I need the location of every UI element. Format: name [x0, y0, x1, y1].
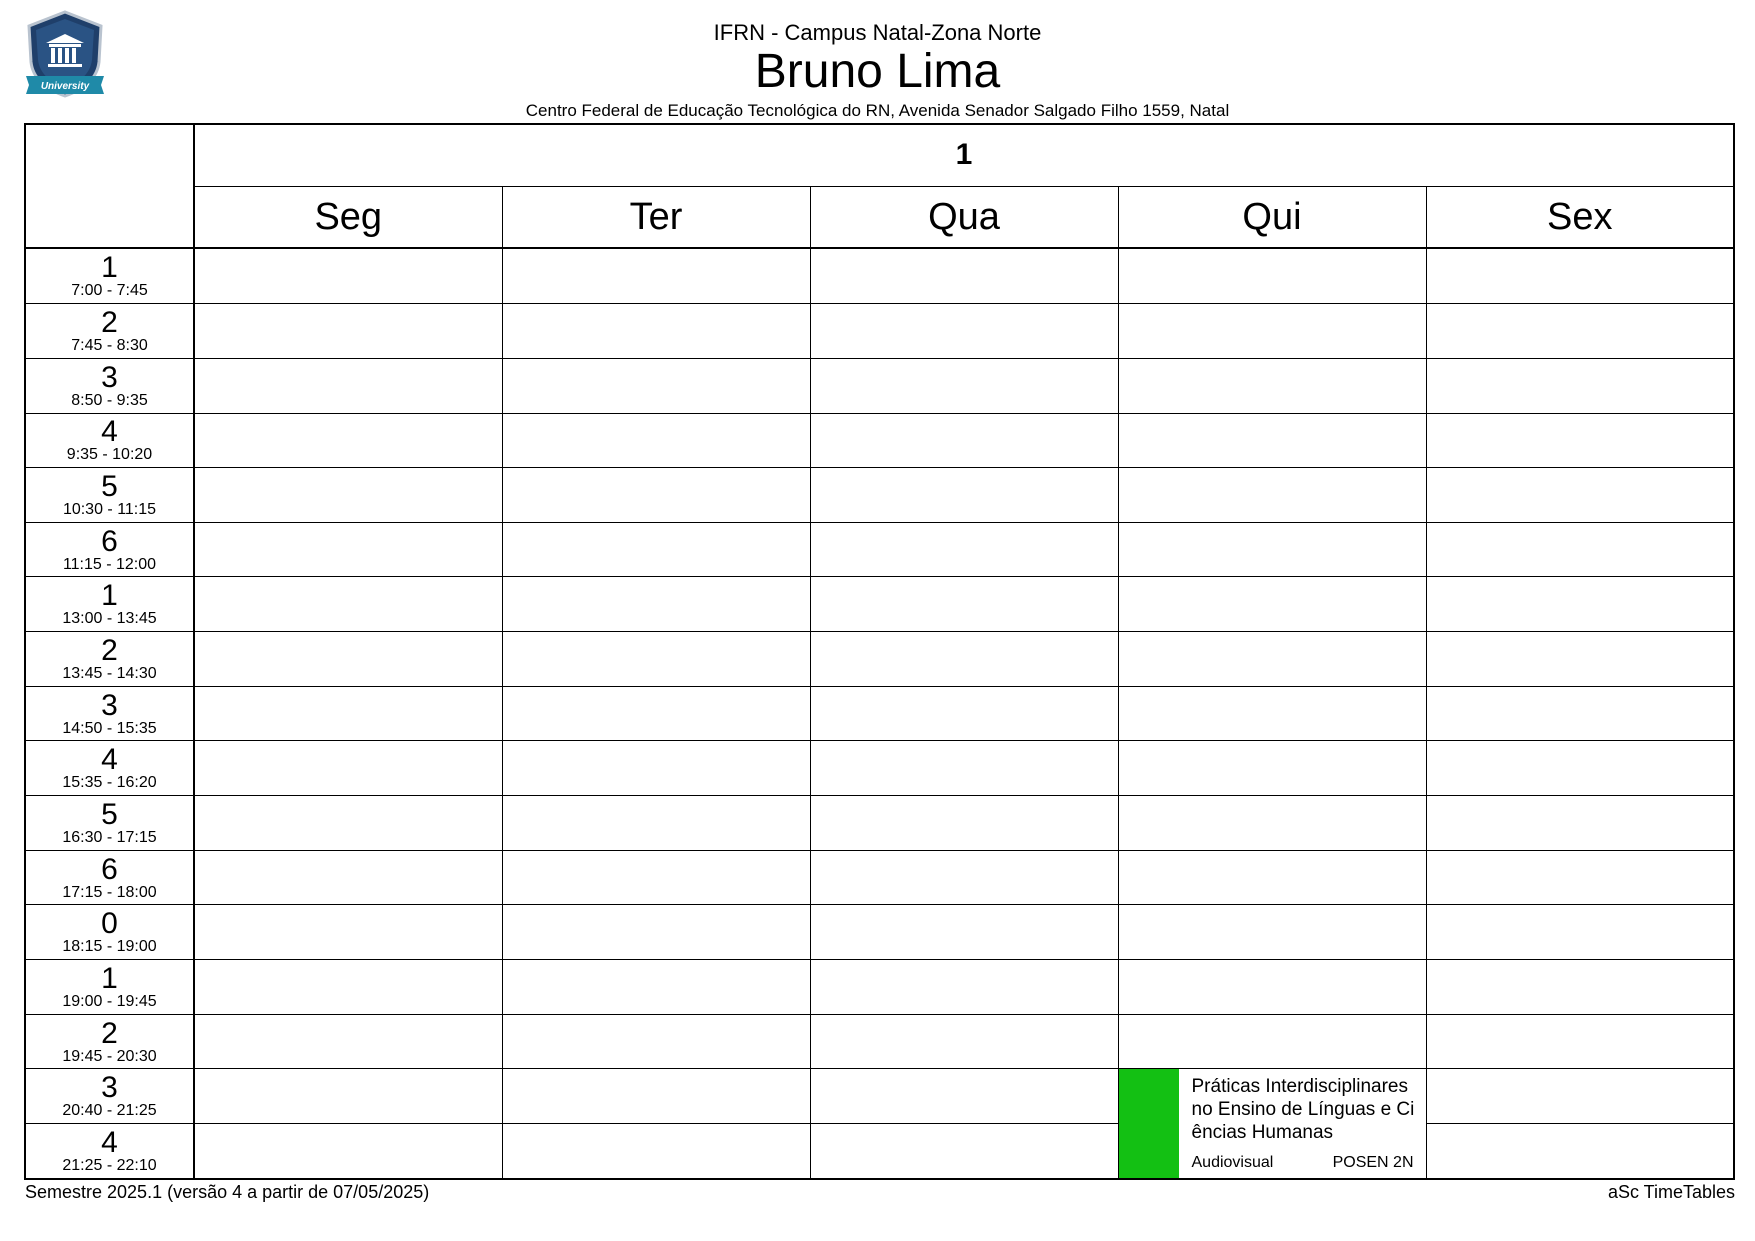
period-number: 1: [101, 251, 118, 285]
timetable-cell: [1426, 850, 1734, 905]
period-cell: [25, 468, 194, 523]
timetable-body: [25, 248, 1734, 1179]
timetable-cell: [1426, 1014, 1734, 1069]
period-number: 6: [101, 852, 118, 886]
period-row: [25, 686, 1734, 741]
timetable-cell: [1426, 358, 1734, 413]
timetable-cell: [1426, 796, 1734, 851]
timetable-cell: [810, 960, 1118, 1015]
timetable-cell: [1426, 577, 1734, 632]
period-row: [25, 1014, 1734, 1069]
period-number: 1: [101, 961, 118, 995]
timetable-cell: [1118, 1014, 1426, 1069]
period-number: 3: [101, 1071, 118, 1105]
period-cell: [25, 960, 194, 1015]
timetable-cell: [1118, 632, 1426, 687]
period-row: [25, 413, 1734, 468]
timetable-cell: [502, 468, 810, 523]
week-label: 1: [194, 124, 1734, 186]
period-row: [25, 741, 1734, 796]
timetable-cell: [810, 577, 1118, 632]
timetable-cell: [502, 905, 810, 960]
timetable-cell: [194, 686, 502, 741]
school-address: Centro Federal de Educação Tecnológica do RN, Avenida Senador Salgado Filho 1559, Natal: [525, 101, 1230, 120]
period-time: 10:30 - 11:15: [62, 501, 157, 518]
period-cell: [25, 686, 194, 741]
timetable-cell: [810, 850, 1118, 905]
period-time: 13:00 - 13:45: [62, 610, 157, 628]
period-number: 1: [101, 579, 118, 613]
timetable-cell: [1426, 1124, 1734, 1179]
timetable-cell: [1426, 741, 1734, 796]
period-row: [25, 1069, 1734, 1124]
teacher-name: Bruno Lima: [754, 45, 1001, 98]
period-row: [25, 468, 1734, 523]
period-number: 3: [101, 688, 118, 722]
period-cell: [25, 850, 194, 905]
timetable-cell: [1118, 741, 1426, 796]
school-name: IFRN - Campus Natal-Zona Norte: [713, 20, 1042, 45]
software-credit: aSc TimeTables: [1607, 1182, 1735, 1202]
timetable-cell: [810, 248, 1118, 303]
timetable-cell: [810, 522, 1118, 577]
period-row: [25, 960, 1734, 1015]
period-number: 4: [101, 1126, 118, 1160]
timetable-cell: [194, 248, 502, 303]
timetable-cell: [502, 248, 810, 303]
timetable-cell: [502, 850, 810, 905]
period-time: 11:15 - 12:00: [62, 555, 157, 573]
period-number: 5: [101, 470, 118, 503]
timetable-cell: [1426, 1069, 1734, 1124]
period-cell: [25, 632, 194, 687]
timetable-cell: [810, 632, 1118, 687]
period-row: [25, 905, 1734, 960]
timetable-cell: [502, 741, 810, 796]
timetable-cell: [1118, 358, 1426, 413]
day-header-seg: Seg: [194, 186, 502, 248]
day-header-qua: Qua: [810, 186, 1118, 248]
period-cell: [25, 905, 194, 960]
timetable-cell: [502, 796, 810, 851]
timetable-cell: [1118, 850, 1426, 905]
timetable-cell: [194, 1069, 502, 1124]
timetable-cell: [810, 468, 1118, 523]
timetable-cell: [194, 850, 502, 905]
period-row: [25, 248, 1734, 303]
timetable-cell: [502, 632, 810, 687]
timetable-cell: [194, 413, 502, 468]
period-cell: [25, 522, 194, 577]
period-row: [25, 1124, 1734, 1179]
timetable-cell: [502, 686, 810, 741]
period-number: 2: [101, 1016, 118, 1050]
timetable-cell: [1426, 522, 1734, 577]
period-time: 7:00 - 7:45: [71, 282, 148, 300]
period-time: 18:15 - 19:00: [62, 938, 157, 956]
timetable-cell: [810, 304, 1118, 359]
timetable-cell: [810, 1124, 1118, 1179]
period-cell: [25, 304, 194, 359]
period-cell: [25, 796, 194, 851]
period-number: 5: [101, 797, 118, 831]
period-time: 7:45 - 8:30: [71, 337, 148, 355]
timetable-cell: [810, 686, 1118, 741]
period-cell: [25, 577, 194, 632]
timetable-cell: [502, 577, 810, 632]
period-number: 6: [101, 524, 118, 558]
period-time: 8:50 - 9:35: [71, 391, 148, 409]
period-number: 4: [101, 415, 118, 449]
period-time: 16:30 - 17:15: [62, 828, 157, 846]
timetable-cell: [1118, 686, 1426, 741]
timetable-cell: [1118, 304, 1426, 359]
period-row: [25, 850, 1734, 905]
period-time: 20:40 - 21:25: [62, 1102, 157, 1120]
timetable-cell: [1426, 468, 1734, 523]
timetable-cell: [502, 358, 810, 413]
period-time: 9:35 - 10:20: [66, 446, 153, 464]
timetable-cell: [194, 358, 502, 413]
timetable-cell: [810, 741, 1118, 796]
logo-text: University: [40, 81, 90, 92]
timetable-cell: [1118, 796, 1426, 851]
period-time: 17:15 - 18:00: [62, 883, 157, 901]
timetable-cell: [502, 304, 810, 359]
period-time: 19:45 - 20:30: [62, 1047, 157, 1065]
timetable-cell: [502, 1069, 810, 1124]
timetable-cell: [1118, 468, 1426, 523]
period-cell: [25, 1069, 194, 1124]
timetable-cell: [1426, 960, 1734, 1015]
timetable-cell: [502, 522, 810, 577]
period-time: 19:00 - 19:45: [62, 992, 157, 1010]
timetable-cell: [194, 304, 502, 359]
period-cell: [25, 248, 194, 303]
timetable-cell: [1426, 632, 1734, 687]
timetable-cell: [810, 413, 1118, 468]
period-cell: [25, 358, 194, 413]
timetable-cell: [810, 1014, 1118, 1069]
timetable-cell: [194, 1124, 502, 1179]
timetable-cell: [1118, 522, 1426, 577]
period-number: 2: [101, 633, 118, 667]
timetable-cell: [1118, 905, 1426, 960]
timetable-cell: [194, 741, 502, 796]
period-cell: [25, 1014, 194, 1069]
timetable-cell: [1118, 413, 1426, 468]
lesson-class: POSEN 2N: [1332, 1154, 1414, 1171]
period-row: [25, 577, 1734, 632]
lesson-card[interactable]: [1118, 1069, 1426, 1179]
corner-cell: [25, 124, 194, 248]
timetable-cell: [194, 905, 502, 960]
period-cell: [25, 1124, 194, 1179]
timetable-cell: [194, 1014, 502, 1069]
period-row: [25, 632, 1734, 687]
period-number: 4: [101, 743, 118, 777]
period-time: 14:50 - 15:35: [62, 719, 157, 737]
period-time: 21:25 - 22:10: [62, 1157, 157, 1175]
period-time: 15:35 - 16:20: [62, 774, 157, 792]
lesson-subject: Práticas Interdisciplinares no Ensino de Línguas e Ciências Humanas: [1191, 1076, 1415, 1144]
timetable-cell: [1426, 413, 1734, 468]
timetable-cell: [194, 522, 502, 577]
day-header-qui: Qui: [1118, 186, 1426, 248]
timetable-cell: [194, 468, 502, 523]
period-number: 3: [101, 360, 118, 394]
lesson-room: Audiovisual: [1191, 1154, 1274, 1171]
timetable-cell: [1426, 905, 1734, 960]
period-time: 13:45 - 14:30: [62, 664, 157, 682]
timetable-cell: [502, 960, 810, 1015]
timetable-cell: [1426, 248, 1734, 303]
period-cell: [25, 413, 194, 468]
semester-info: Semestre 2025.1 (versão 4 a partir de 07/05/2025): [25, 1182, 430, 1202]
timetable-cell: [1426, 686, 1734, 741]
timetable-cell: [810, 358, 1118, 413]
timetable-cell: [502, 1124, 810, 1179]
timetable-cell: [502, 413, 810, 468]
timetable-cell: [1426, 304, 1734, 359]
timetable-cell: [810, 1069, 1118, 1124]
period-row: [25, 796, 1734, 851]
period-number: 2: [101, 306, 118, 340]
period-row: [25, 522, 1734, 577]
day-header-sex: Sex: [1426, 186, 1734, 248]
period-row: [25, 358, 1734, 413]
timetable-cell: [502, 1014, 810, 1069]
lesson-color-bar: [1119, 1069, 1179, 1178]
period-cell: [25, 741, 194, 796]
timetable-grid: [24, 123, 1735, 1180]
period-number: 0: [101, 907, 118, 941]
timetable-cell: [810, 905, 1118, 960]
day-header-ter: Ter: [502, 186, 810, 248]
timetable-cell: [194, 960, 502, 1015]
timetable-cell: [194, 577, 502, 632]
timetable-cell: [1118, 960, 1426, 1015]
period-row: [25, 304, 1734, 359]
timetable-cell: [810, 796, 1118, 851]
timetable-cell: [194, 796, 502, 851]
timetable-cell: [194, 632, 502, 687]
timetable-cell: [1118, 248, 1426, 303]
timetable-cell: [1118, 577, 1426, 632]
